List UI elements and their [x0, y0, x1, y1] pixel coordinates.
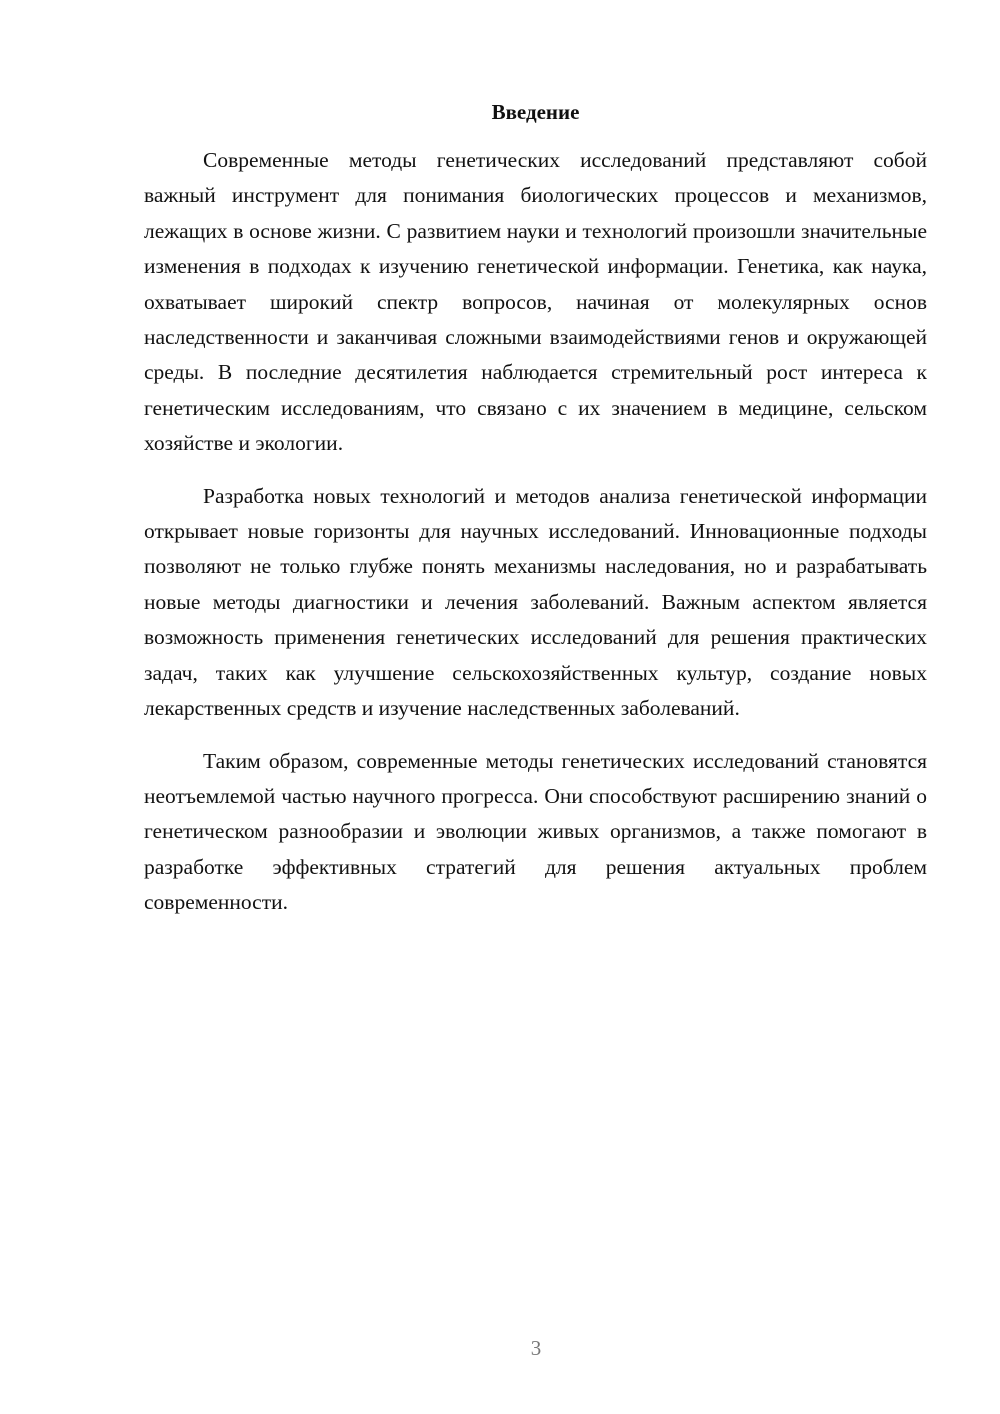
paragraph-1: Современные методы генетических исследований представляют собой важный инструмент для понимания биологических процессов и механизмов, лежащих в основе жизни. С развитием науки и технологий произошли значительные изменения в подходах к изучению генетической информации. Генетика, как наука, охватывает широкий спектр вопросов, начиная от молекулярных основ наследственности и заканчивая сложными взаимодействиями генов и окружающей среды. В последние десятилетия наблюдается стремительный рост интереса к генетическим исследованиям, что связано с их значением в медицине, сельском хозяйстве и экологии.	[144, 148, 927, 456]
section-heading: Введение	[491, 100, 580, 124]
body-text	[144, 143, 927, 938]
paragraph-3: Таким образом, современные методы генетических исследований становятся неотъемлемой частью научного прогресса. Они способствуют расширению знаний о генетическом разнообразии и эволюции живых организмов, а также помогают в разработке эффективных стратегий для решения актуальных проблем современности.	[144, 748, 927, 915]
paragraph-2: Разработка новых технологий и методов анализа генетической информации открывает новые горизонты для научных исследований. Инновационные подходы позволяют не только глубже понять механизмы наследования, но и разрабатывать новые методы диагностики и лечения заболеваний. Важным аспектом является возможность применения генетических исследований для решения практических задач, таких как улучшение сельскохозяйственных культур, создание новых лекарственных средств и изучение наследственных заболеваний.	[144, 483, 927, 721]
page-number: 3	[530, 1336, 542, 1360]
